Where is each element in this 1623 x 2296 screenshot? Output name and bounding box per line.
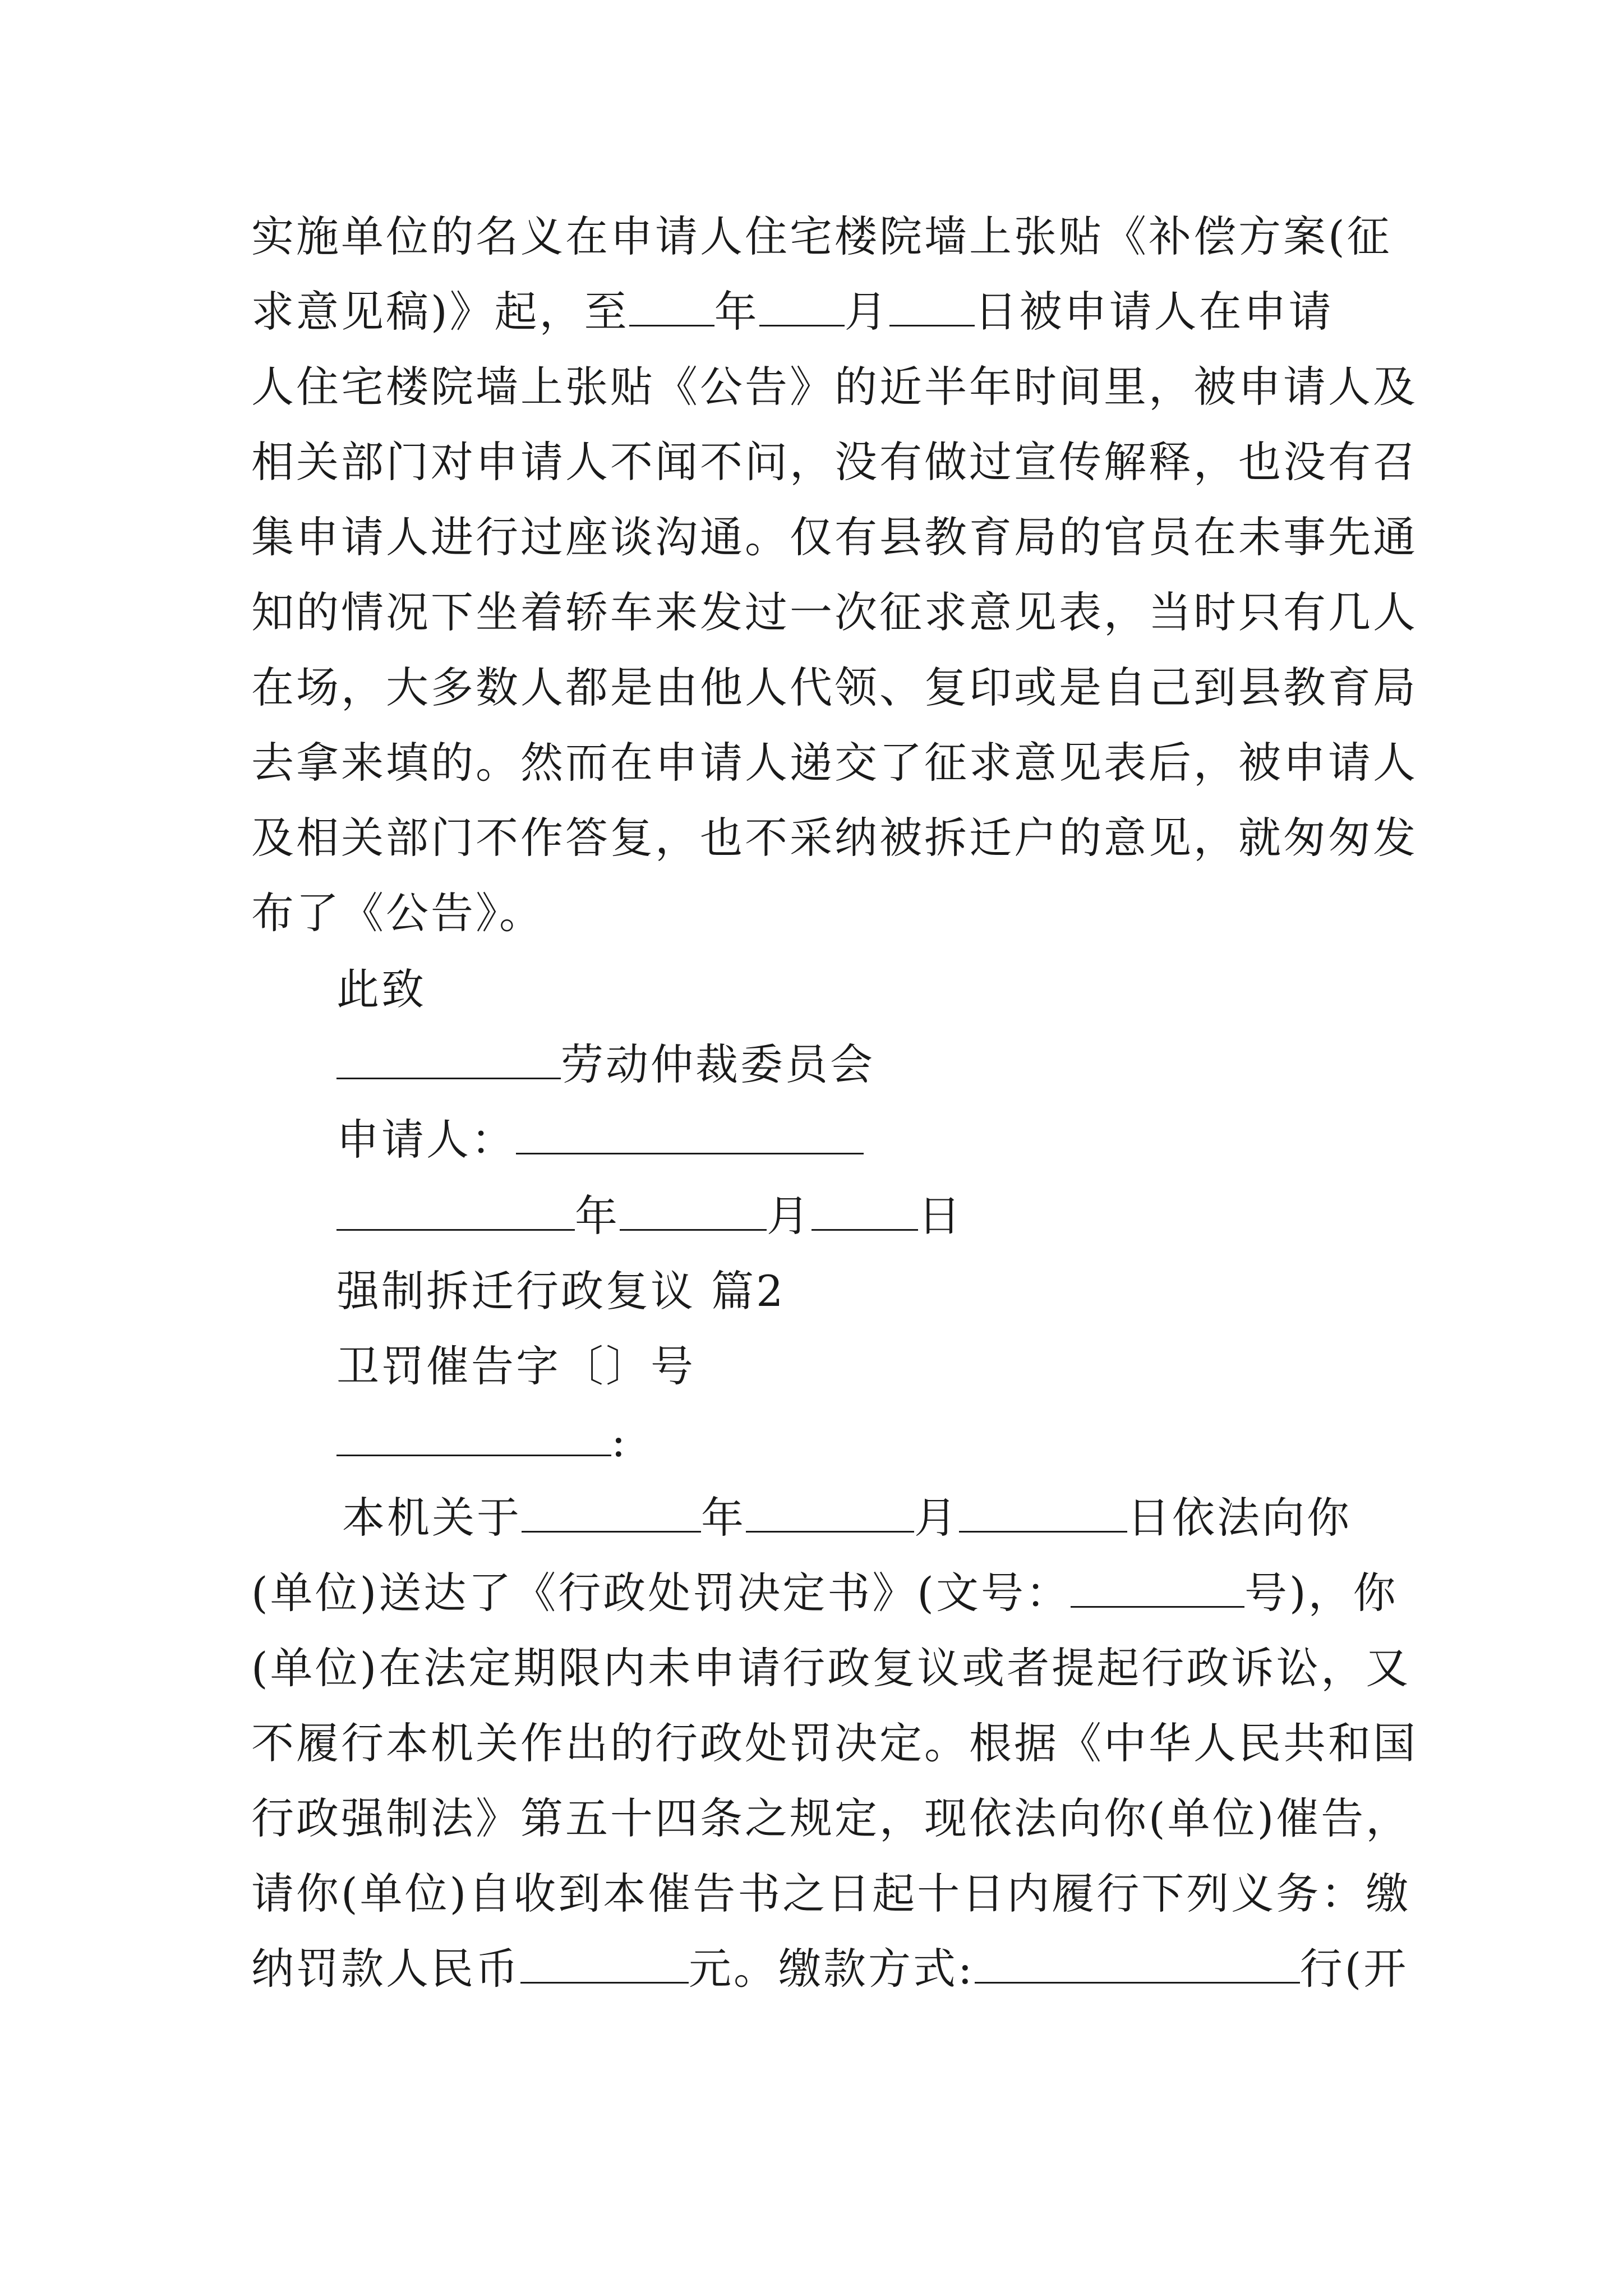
paragraph-line: 人住宅楼院墙上张贴《公告》的近半年时间里，被申请人及 — [251, 362, 1418, 412]
blank-field — [746, 1492, 914, 1533]
blank-field — [759, 286, 845, 326]
paragraph-line: 布了《公告》。 — [251, 888, 544, 938]
text-segment: 日 — [918, 1191, 963, 1241]
text-segment: 纳罚款人民币 — [251, 1944, 520, 1994]
blank-field — [975, 1943, 1300, 1984]
text-segment: : — [611, 1416, 628, 1466]
salutation: 此致 — [336, 964, 426, 1014]
text-segment: 日被申请人在申请 — [974, 287, 1334, 337]
applicant-label: 申请人： — [336, 1115, 516, 1165]
text-segment: 月 — [914, 1493, 959, 1543]
paragraph-line: 去拿来填的。然而在申请人递交了征求意见表后，被申请人 — [251, 738, 1418, 788]
blank-field — [336, 1190, 575, 1231]
paragraph-line: 知的情况下坐着轿车来发过一次征求意见表，当时只有几人 — [251, 587, 1418, 637]
paragraph-line — [342, 1490, 1475, 1546]
text-segment: 年 — [575, 1191, 620, 1241]
blank-field — [629, 286, 714, 326]
blank-field — [516, 1114, 864, 1154]
addressee-line — [336, 1414, 1380, 1470]
text-segment: 年 — [714, 287, 759, 337]
blank-field — [1071, 1567, 1244, 1608]
paragraph-line: 不履行本机关作出的行政处罚决定。根据《中华人民共和国 — [251, 1718, 1418, 1768]
paragraph-line: (单位)在法定期限内未申请行政复议或者提起行政诉讼，又 — [251, 1643, 1411, 1693]
text-segment: 元。缴款方式: — [689, 1944, 975, 1994]
paragraph-line: 实施单位的名义在申请人住宅楼院墙上张贴《补偿方案(征 — [251, 211, 1392, 261]
blank-field — [811, 1190, 918, 1231]
applicant-line — [336, 1112, 1380, 1168]
text-segment: 行(开 — [1299, 1944, 1409, 1994]
paragraph-line: 集申请人进行过座谈沟通。仅有县教育局的官员在未事先通 — [251, 512, 1418, 562]
blank-field — [620, 1190, 767, 1231]
blank-field — [336, 1038, 561, 1079]
section-title: 强制拆迁行政复议 篇2 — [336, 1266, 786, 1316]
text-segment: 月 — [767, 1191, 811, 1241]
text-segment: 月 — [844, 287, 889, 337]
paragraph-line: 请你(单位)自收到本催告书之日起十日内履行下列义务：缴 — [251, 1869, 1411, 1918]
paragraph-line — [251, 284, 1384, 340]
paragraph-line: 行政强制法》第五十四条之规定，现依法向你(单位)催告， — [251, 1793, 1411, 1843]
paragraph-line: 相关部门对申请人不闻不问，没有做过宣传解释，也没有召 — [251, 437, 1418, 487]
blank-field — [959, 1492, 1127, 1533]
blank-field — [336, 1415, 611, 1456]
text-segment: 本机关于 — [342, 1493, 522, 1543]
paragraph-line — [251, 1565, 1398, 1621]
text-segment: (单位)送达了《行政处罚决定书》(文号： — [251, 1568, 1071, 1618]
text-segment: 号)，你 — [1244, 1568, 1398, 1618]
blank-field — [889, 286, 975, 326]
blank-field — [520, 1943, 689, 1984]
text-segment: 日依法向你 — [1127, 1493, 1352, 1543]
paragraph-line — [251, 1941, 1409, 1997]
recipient-suffix: 劳动仲裁委员会 — [561, 1039, 875, 1089]
paragraph-line: 及相关部门不作答复，也不采纳被拆迁户的意见，就匆匆发 — [251, 813, 1418, 863]
recipient-line — [336, 1037, 1380, 1093]
blank-field — [522, 1492, 701, 1533]
text-segment: 求意见稿)》起，至 — [251, 287, 629, 337]
text-segment: 年 — [701, 1493, 746, 1543]
date-line — [336, 1188, 1380, 1244]
document-number: 卫罚催告字〔〕号 — [336, 1341, 695, 1391]
paragraph-line: 在场，大多数人都是由他人代领、复印或是自己到县教育局 — [251, 662, 1418, 712]
